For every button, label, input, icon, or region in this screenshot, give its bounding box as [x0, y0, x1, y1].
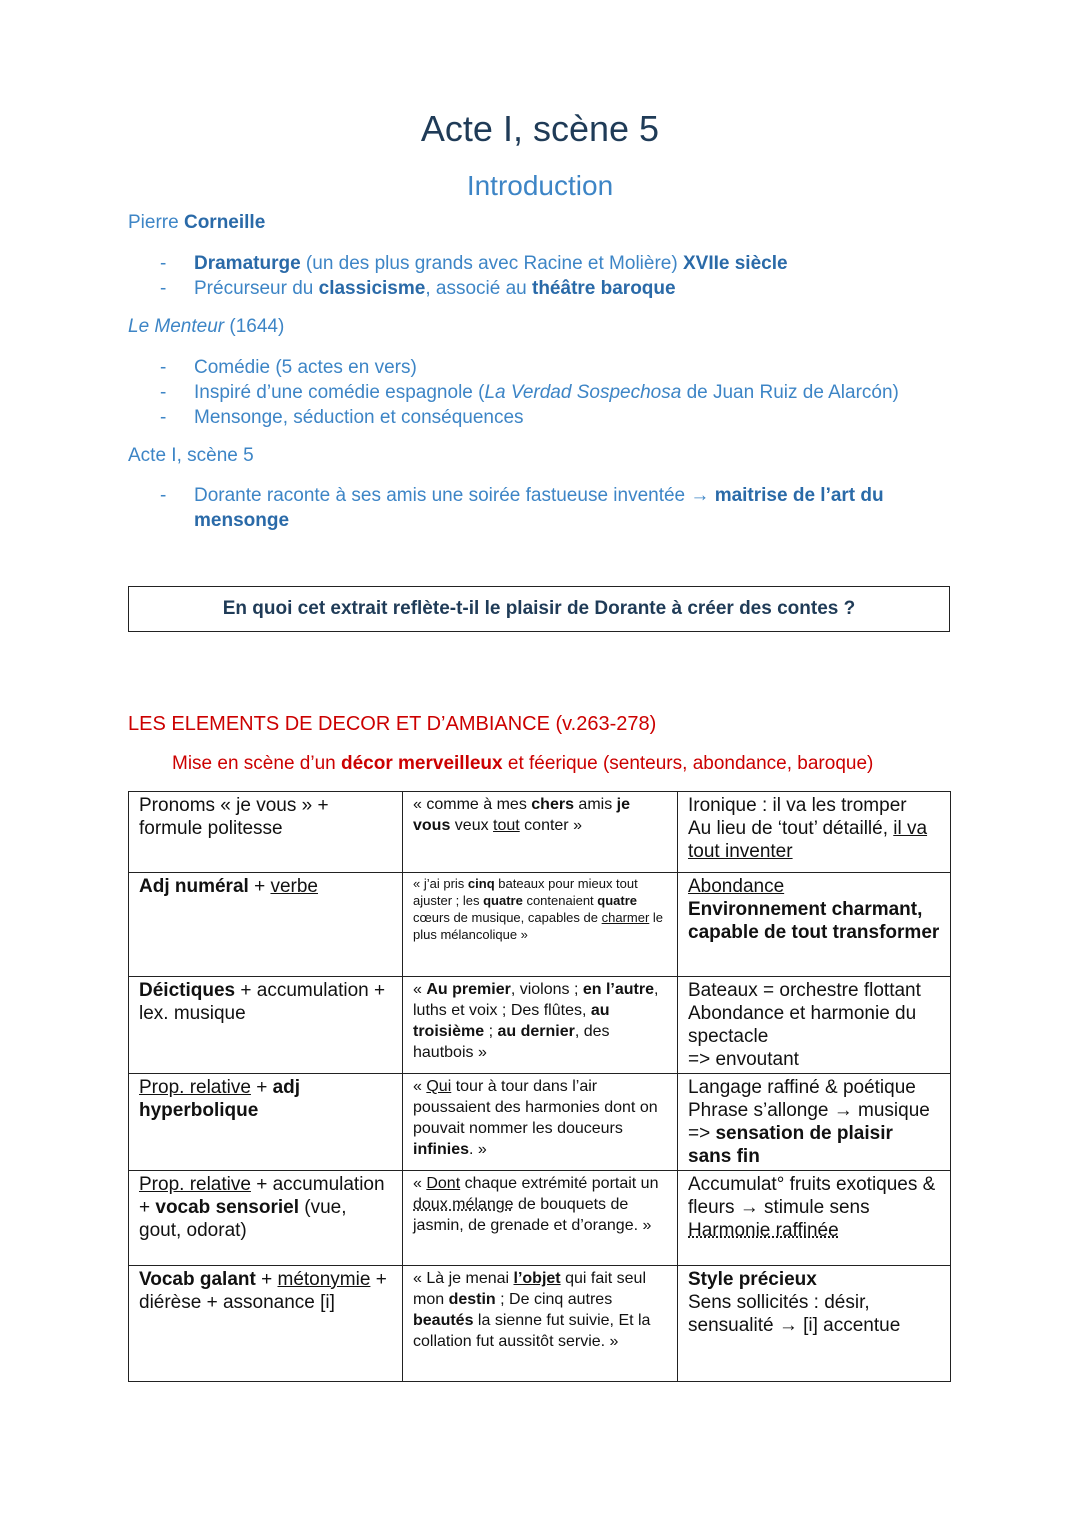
author-bullets: [150, 251, 788, 301]
list-item: - Précurseur du classicisme, associé au théâtre baroque: [150, 276, 788, 301]
technique-cell: Adj numéral + verbe: [129, 873, 403, 977]
quote-cell: « Qui tour à tour dans l’air poussaient des harmonies dont on pouvait nommer les douceurs infinies. »: [403, 1074, 678, 1171]
technique-cell: Prop. relative + adj hyperbolique: [129, 1074, 403, 1171]
interpretation-cell: Bateaux = orchestre flottant Abondance et harmonie du spectacle => envoutant: [678, 977, 951, 1074]
analysis-table: [128, 791, 951, 1382]
author-heading: Pierre Corneille: [128, 212, 266, 233]
interpretation-cell: Style précieux Sens sollicités : désir, sensualité → [i] accentue: [678, 1266, 951, 1382]
page-subtitle: Introduction: [466, 170, 614, 201]
interpretation-cell: Langage raffiné & poétique Phrase s’allonge → musique => sensation de plaisir sans fin: [678, 1074, 951, 1171]
list-item: - Dramaturge (un des plus grands avec Racine et Molière) XVIIe siècle: [150, 251, 788, 276]
scene-bullets: [150, 483, 950, 533]
table-row: [129, 873, 951, 977]
list-item: - Mensonge, séduction et conséquences: [150, 405, 899, 430]
table-row: [129, 1171, 951, 1266]
quote-cell: « Dont chaque extrémité portait un doux mélange de bouquets de jasmin, de grenade et d’orange. »: [403, 1171, 678, 1266]
technique-cell: Déictiques + accumulation + lex. musique: [129, 977, 403, 1074]
table-row: [129, 792, 951, 873]
table-row: [129, 1074, 951, 1171]
table-row: [129, 977, 951, 1074]
interpretation-cell: Abondance Environnement charmant, capable de tout transformer: [678, 873, 951, 977]
list-item: - Dorante raconte à ses amis une soirée fastueuse inventée → maitrise de l’art du mensonge: [150, 483, 950, 533]
interpretation-cell: Accumulat° fruits exotiques & fleurs → stimule sens Harmonie raffinée: [678, 1171, 951, 1266]
section-subheading: Mise en scène d’un décor merveilleux et féerique (senteurs, abondance, baroque): [172, 753, 874, 774]
technique-cell: Prop. relative + accumulation + vocab sensoriel (vue, gout, odorat): [129, 1171, 403, 1266]
technique-cell: Vocab galant + métonymie + diérèse + assonance [i]: [129, 1266, 403, 1382]
work-heading: Le Menteur (1644): [128, 316, 285, 337]
quote-cell: « comme à mes chers amis je vous veux tout conter »: [403, 792, 678, 873]
quote-cell: « j’ai pris cinq bateaux pour mieux tout ajuster ; les quatre contenaient quatre cœurs de musique, capables de charmer le plus mélancolique »: [403, 873, 678, 977]
list-item: - Comédie (5 actes en vers): [150, 355, 899, 380]
list-item: - Inspiré d’une comédie espagnole (La Verdad Sospechosa de Juan Ruiz de Alarcón): [150, 380, 899, 405]
problem-question-box: En quoi cet extrait reflète-t-il le plaisir de Dorante à créer des contes ?: [128, 586, 950, 632]
work-bullets: [150, 355, 899, 430]
interpretation-cell: Ironique : il va les tromper Au lieu de ‘tout’ détaillé, il va tout inventer: [678, 792, 951, 873]
scene-heading: Acte I, scène 5: [128, 445, 254, 466]
quote-cell: « Là je menai l’objet qui fait seul mon destin ; De cinq autres beautés la sienne fut suivie, Et la collation fut aussitôt servie. »: [403, 1266, 678, 1382]
page-title: Acte I, scène 5: [420, 108, 660, 149]
quote-cell: « Au premier, violons ; en l’autre, luths et voix ; Des flûtes, au troisième ; au dernier, des hautbois »: [403, 977, 678, 1074]
section-heading: LES ELEMENTS DE DECOR ET D’AMBIANCE (v.263-278): [128, 713, 657, 735]
technique-cell: Pronoms « je vous » + formule politesse: [129, 792, 403, 873]
table-row: [129, 1266, 951, 1382]
